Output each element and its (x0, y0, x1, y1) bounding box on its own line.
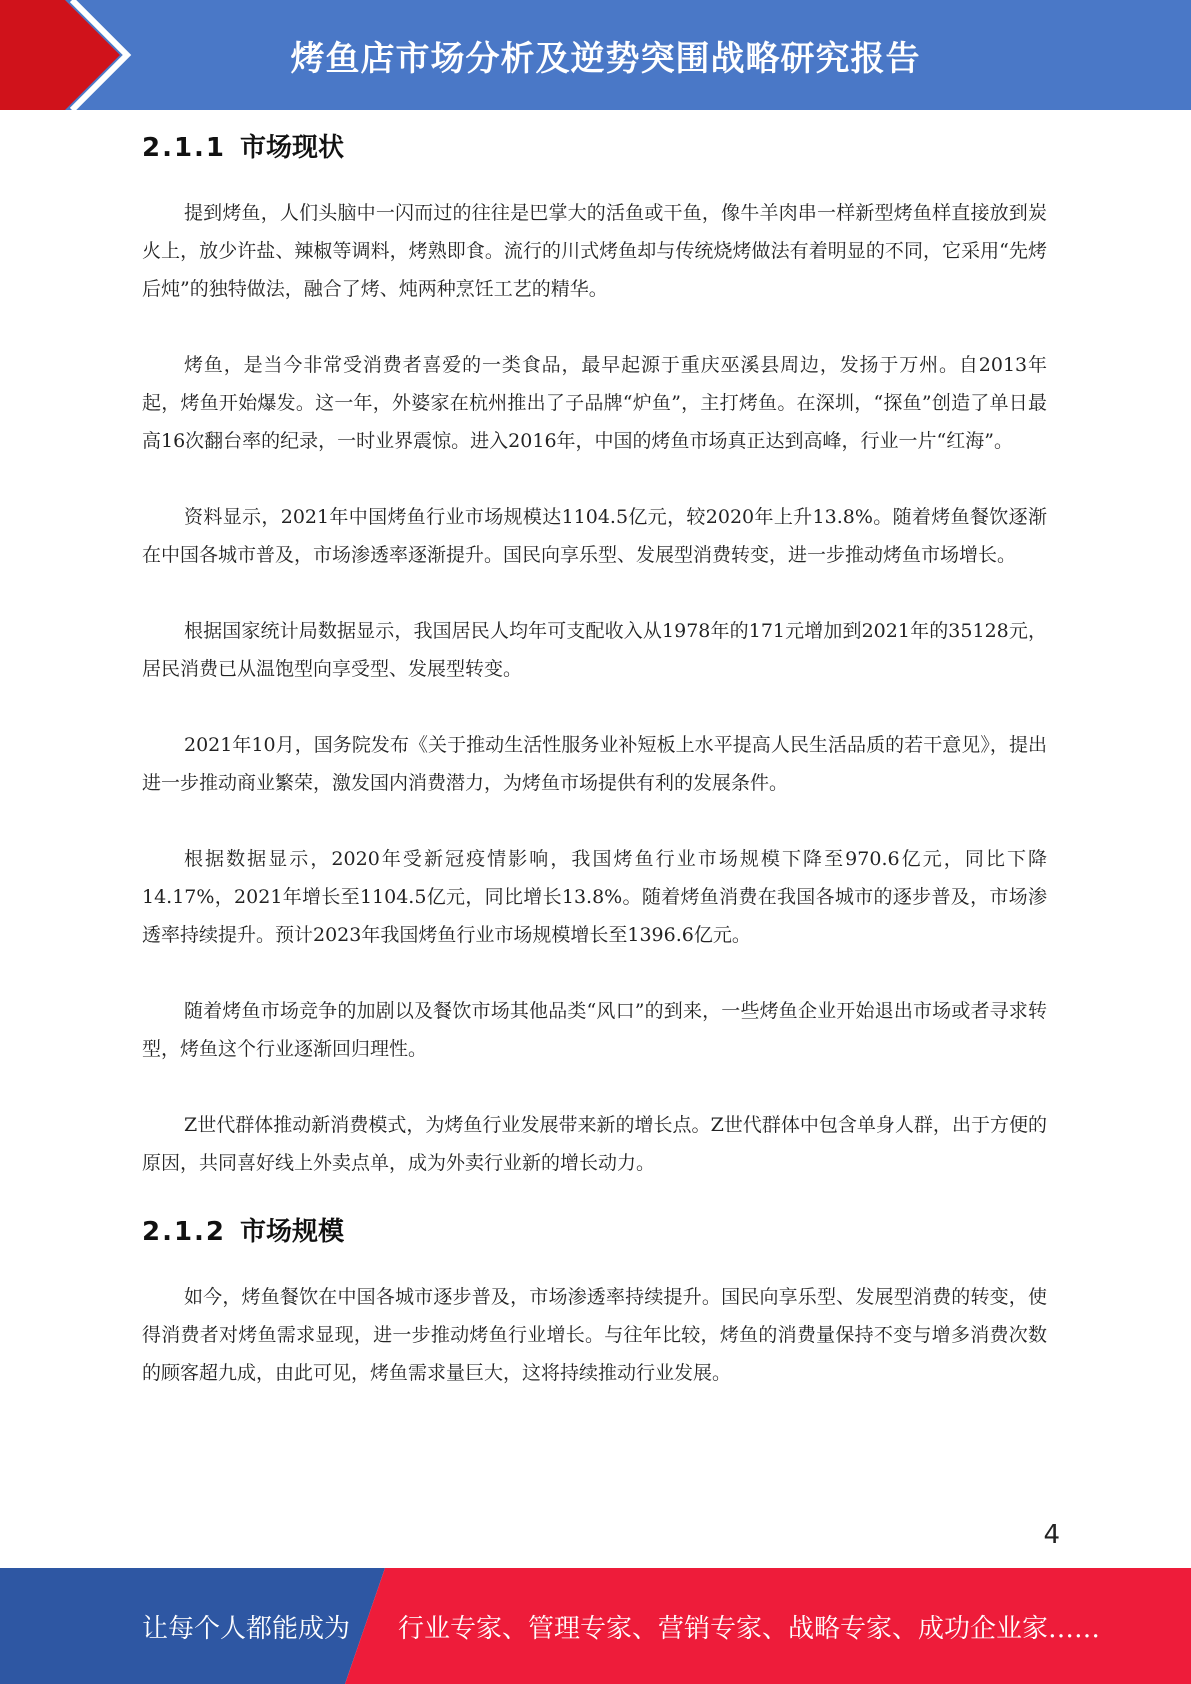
section-number: 2.1.1 (142, 133, 227, 163)
section-number: 2.1.2 (142, 1217, 227, 1247)
section-heading-market-size (142, 1216, 1047, 1248)
paragraph: 提到烤鱼，人们头脑中一闪而过的往往是巴掌大的活鱼或干鱼，像牛羊肉串一样新型烤鱼样直接放到炭火上，放少许盐、辣椒等调料，烤熟即食。流行的川式烤鱼却与传统烧烤做法有着明显的不同，它采用“先烤后炖”的独特做法，融合了烤、炖两种烹饪工艺的精华。 (142, 202, 1047, 300)
section-title: 市场规模 (240, 1217, 345, 1247)
paragraph: 根据国家统计局数据显示，我国居民人均年可支配收入从1978年的171元增加到2021年的35128元，居民消费已从温饱型向享受型、发展型转变。 (142, 620, 1047, 680)
paragraph: 资料显示，2021年中国烤鱼行业市场规模达1104.5亿元，较2020年上升13.8%。随着烤鱼餐饮逐渐在中国各城市普及，市场渗透率逐渐提升。国民向享乐型、发展型消费转变，进一步推动烤鱼市场增长。 (142, 506, 1047, 566)
paragraph: 烤鱼，是当今非常受消费者喜爱的一类食品，最早起源于重庆巫溪县周边，发扬于万州。自2013年起，烤鱼开始爆发。这一年，外婆家在杭州推出了子品牌“炉鱼”，主打烤鱼。在深圳，“探鱼”创造了单日最高16次翻台率的纪录，一时业界震惊。进入2016年，中国的烤鱼市场真正达到高峰，行业一片“红海”。 (142, 354, 1047, 452)
report-title: 烤鱼店市场分析及逆势突围战略研究报告 (290, 38, 921, 79)
page-footer (0, 1568, 1191, 1684)
paragraph: 2021年10月，国务院发布《关于推动生活性服务业补短板上水平提高人民生活品质的若干意见》，提出进一步推动商业繁荣，激发国内消费潜力，为烤鱼市场提供有利的发展条件。 (142, 734, 1047, 794)
section-title: 市场现状 (240, 133, 345, 163)
paragraph: 根据数据显示，2020年受新冠疫情影响，我国烤鱼行业市场规模下降至970.6亿元，同比下降14.17%，2021年增长至1104.5亿元，同比增长13.8%。随着烤鱼消费在我国各城市的逐步普及，市场渗透率持续提升。预计2023年我国烤鱼行业市场规模增长至1396.6亿元。 (142, 848, 1047, 946)
section-heading-market-status (142, 132, 1047, 164)
page-number: 4 (1043, 1520, 1060, 1550)
paragraph: 随着烤鱼市场竞争的加剧以及餐饮市场其他品类“风口”的到来，一些烤鱼企业开始退出市场或者寻求转型，烤鱼这个行业逐渐回归理性。 (142, 1000, 1047, 1060)
paragraph: Z世代群体推动新消费模式，为烤鱼行业发展带来新的增长点。Z世代群体中包含单身人群，出于方便的原因，共同喜好线上外卖点单，成为外卖行业新的增长动力。 (142, 1114, 1047, 1174)
page-content (142, 110, 1047, 1392)
paragraph: 如今，烤鱼餐饮在中国各城市逐步普及，市场渗透率持续提升。国民向享乐型、发展型消费的转变，使得消费者对烤鱼需求显现，进一步推动烤鱼行业增长。与往年比较，烤鱼的消费量保持不变与增多消费次数的顾客超九成，由此可见，烤鱼需求量巨大，这将持续推动行业发展。 (142, 1286, 1047, 1384)
page-header (0, 0, 1191, 110)
footer-slogan-left: 让每个人都能成为 (142, 1613, 351, 1644)
footer-slogan-right: 行业专家、管理专家、营销专家、战略专家、成功企业家…… (398, 1613, 1101, 1644)
